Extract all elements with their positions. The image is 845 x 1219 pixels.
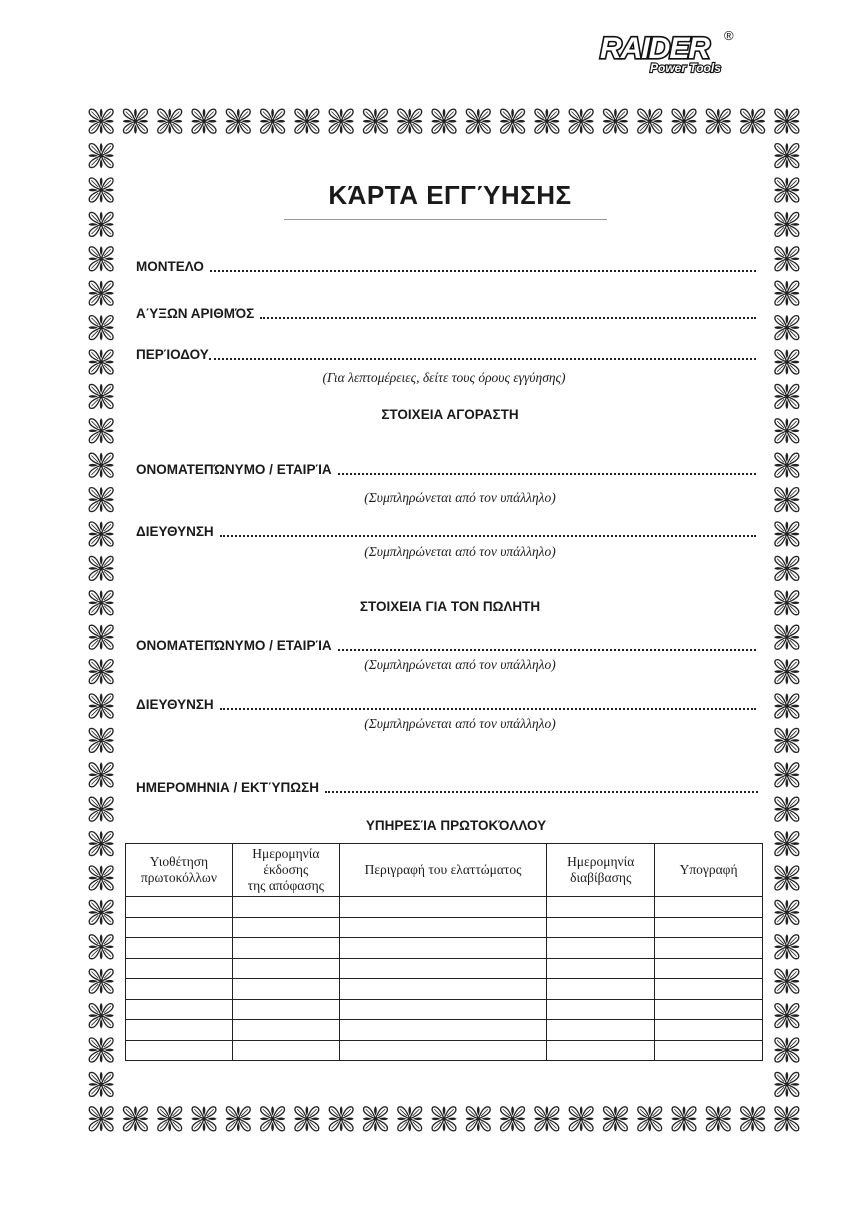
table-cell[interactable] bbox=[547, 1020, 655, 1041]
table-cell[interactable] bbox=[232, 1040, 339, 1061]
buyer-name-note: (Συμπληρώνεται από τον υπάλληλο) bbox=[364, 490, 556, 505]
table-cell[interactable] bbox=[655, 999, 763, 1020]
table-cell[interactable] bbox=[547, 938, 655, 959]
table-cell[interactable] bbox=[547, 1040, 655, 1061]
table-cell[interactable] bbox=[655, 938, 763, 959]
model-label: ΜΟΝΤΕΛΟ bbox=[136, 259, 204, 274]
buyer-address-dotted-line[interactable] bbox=[220, 525, 756, 537]
logo-brand: RAIDER bbox=[600, 32, 710, 65]
table-cell[interactable] bbox=[232, 979, 339, 1000]
header-line: διαβίβασης bbox=[570, 870, 632, 885]
date-print-label: ΗΜΕΡΟΜΗΝΙΑ / ΕΚΤΎΠΩΣΗ bbox=[136, 780, 319, 795]
seller-heading: ΣΤΟΙΧΕΙΑ ΓΙΑ ΤΟΝ ΠΩΛΗΤΗ bbox=[359, 599, 541, 614]
logo-tagline: Power Tools bbox=[650, 61, 721, 75]
table-cell[interactable] bbox=[547, 958, 655, 979]
serial-label: ΑΎΞΩΝ ΑΡΙΘΜΌΣ bbox=[136, 306, 255, 321]
table-cell[interactable] bbox=[126, 938, 233, 959]
model-dotted-line[interactable] bbox=[210, 260, 756, 272]
table-cell[interactable] bbox=[126, 1040, 233, 1061]
buyer-address-note: (Συμπληρώνεται από τον υπάλληλο) bbox=[364, 544, 556, 559]
date-print-dotted-line[interactable] bbox=[325, 781, 758, 793]
period-dotted-line[interactable] bbox=[209, 348, 756, 360]
table-cell[interactable] bbox=[339, 958, 546, 979]
table-cell[interactable] bbox=[339, 1020, 546, 1041]
table-cell[interactable] bbox=[547, 897, 655, 918]
header-line: Υιοθέτηση bbox=[149, 854, 209, 869]
table-cell[interactable] bbox=[655, 979, 763, 1000]
seller-address-dotted-line[interactable] bbox=[220, 698, 756, 710]
seller-name-dotted-line[interactable] bbox=[338, 639, 756, 651]
date-print-field[interactable] bbox=[136, 779, 758, 795]
period-note: (Για λεπτομέρειες, δείτε τους όρους εγγύησης) bbox=[322, 370, 566, 385]
table-row bbox=[126, 1040, 763, 1061]
col-header-transmission-date bbox=[547, 844, 655, 897]
seller-address-note: (Συμπληρώνεται από τον υπάλληλο) bbox=[364, 716, 556, 731]
buyer-name-field[interactable] bbox=[136, 461, 756, 477]
table-cell[interactable] bbox=[126, 1020, 233, 1041]
protocol-table-header-row bbox=[126, 844, 763, 897]
table-cell[interactable] bbox=[232, 999, 339, 1020]
table-cell[interactable] bbox=[339, 1040, 546, 1061]
table-cell[interactable] bbox=[339, 897, 546, 918]
seller-address-field[interactable] bbox=[136, 696, 756, 712]
serial-dotted-line[interactable] bbox=[260, 307, 756, 319]
header-line: έκδοσης bbox=[263, 862, 309, 877]
table-cell[interactable] bbox=[232, 897, 339, 918]
table-cell[interactable] bbox=[339, 917, 546, 938]
table-cell[interactable] bbox=[339, 999, 546, 1020]
table-cell[interactable] bbox=[655, 958, 763, 979]
table-cell[interactable] bbox=[232, 958, 339, 979]
logo-registered: ® bbox=[724, 28, 734, 43]
header-line: της απόφασης bbox=[247, 878, 325, 893]
table-row bbox=[126, 999, 763, 1020]
buyer-name-label: ΟΝΟΜΑΤΕΠΏΝΥΜΟ / ΕΤΑΙΡΊΑ bbox=[136, 462, 332, 477]
table-cell[interactable] bbox=[126, 979, 233, 1000]
seller-name-field[interactable] bbox=[136, 637, 756, 653]
table-cell[interactable] bbox=[547, 979, 655, 1000]
table-cell[interactable] bbox=[547, 999, 655, 1020]
table-cell[interactable] bbox=[339, 938, 546, 959]
page-title: ΚΆΡΤΑ ΕΓΓΎΗΣΗΣ bbox=[328, 180, 572, 210]
table-cell[interactable] bbox=[655, 1020, 763, 1041]
header-line: πρωτοκόλλων bbox=[140, 870, 217, 885]
table-row bbox=[126, 938, 763, 959]
col-header-defect-description bbox=[339, 844, 546, 897]
table-cell[interactable] bbox=[126, 917, 233, 938]
buyer-heading: ΣΤΟΙΧΕΙΑ ΑΓΟΡΑΣΤΗ bbox=[381, 407, 519, 422]
model-field[interactable] bbox=[136, 258, 756, 274]
header-line: Ημερομηνία bbox=[567, 854, 635, 869]
period-field[interactable] bbox=[136, 346, 756, 362]
table-cell[interactable] bbox=[126, 958, 233, 979]
table-cell[interactable] bbox=[655, 1040, 763, 1061]
table-row bbox=[126, 958, 763, 979]
table-cell[interactable] bbox=[126, 897, 233, 918]
protocol-heading: ΥΠΗΡΕΣΊΑ ΠΡΩΤΟΚΌΛΛΟΥ bbox=[365, 818, 547, 833]
buyer-address-field[interactable] bbox=[136, 523, 756, 539]
buyer-name-dotted-line[interactable] bbox=[338, 463, 756, 475]
table-cell[interactable] bbox=[547, 917, 655, 938]
table-cell[interactable] bbox=[126, 999, 233, 1020]
serial-field[interactable] bbox=[136, 305, 756, 321]
title-underline bbox=[284, 219, 607, 220]
table-cell[interactable] bbox=[232, 1020, 339, 1041]
table-row bbox=[126, 917, 763, 938]
col-header-issue-date bbox=[232, 844, 339, 897]
table-row bbox=[126, 897, 763, 918]
col-header-adoption bbox=[126, 844, 233, 897]
table-row bbox=[126, 1020, 763, 1041]
table-cell[interactable] bbox=[232, 938, 339, 959]
seller-name-label: ΟΝΟΜΑΤΕΠΏΝΥΜΟ / ΕΤΑΙΡΊΑ bbox=[136, 638, 332, 653]
table-cell[interactable] bbox=[232, 917, 339, 938]
header-line: Υπογραφή bbox=[679, 862, 738, 877]
protocol-table bbox=[125, 843, 763, 1061]
buyer-address-label: ΔΙΕΥΘΥΝΣΗ bbox=[136, 524, 214, 539]
seller-address-label: ΔΙΕΥΘΥΝΣΗ bbox=[136, 697, 214, 712]
table-cell[interactable] bbox=[339, 979, 546, 1000]
seller-name-note: (Συμπληρώνεται από τον υπάλληλο) bbox=[364, 657, 556, 672]
period-label: ΠΕΡΊΟΔΟΥ bbox=[136, 347, 209, 362]
col-header-signature bbox=[655, 844, 763, 897]
header-line: Ημερομηνία bbox=[252, 846, 320, 861]
header-line: Περιγραφή του ελαττώματος bbox=[364, 862, 522, 877]
table-cell[interactable] bbox=[655, 917, 763, 938]
table-row bbox=[126, 979, 763, 1000]
table-cell[interactable] bbox=[655, 897, 763, 918]
